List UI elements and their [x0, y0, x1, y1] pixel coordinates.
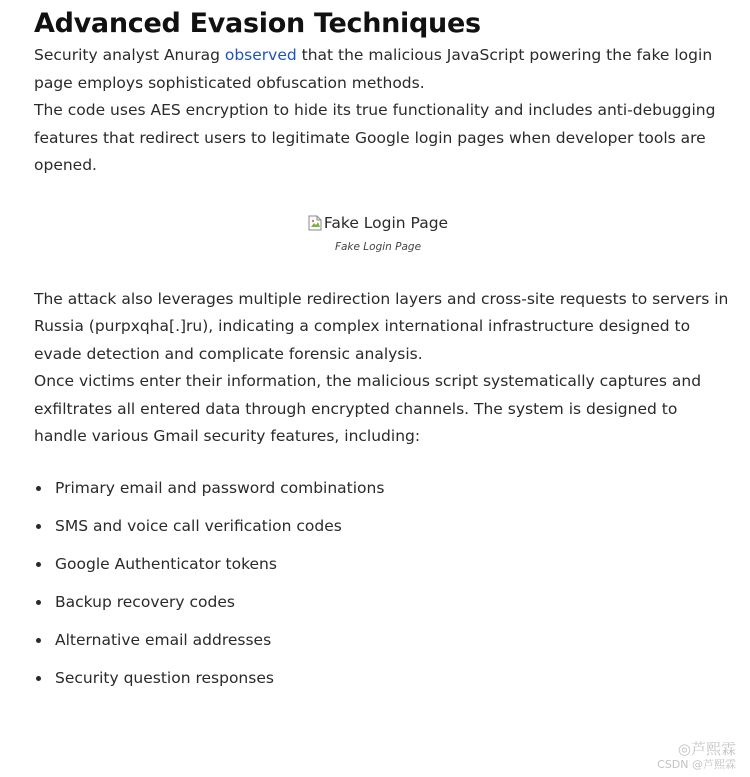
broken-image-icon — [308, 215, 322, 231]
list-item — [34, 475, 734, 513]
list-item-text: Primary email and password combinations — [55, 478, 385, 497]
paragraph-1-text-after: that the malicious JavaScript powering the fake login page employs sophisticated obfuscation methods. — [34, 46, 713, 92]
paragraph-1-text-before: Security analyst Anurag — [34, 46, 225, 64]
paragraph-2: The code uses AES encryption to hide its true functionality and includes anti-debugging features that redirect users to legitimate Google login pages when developer tools are opened. — [34, 101, 716, 174]
bullet-icon — [36, 524, 41, 529]
list-item-text: Security question responses — [55, 668, 274, 687]
list-item-text: Alternative email addresses — [55, 630, 272, 649]
article — [34, 0, 734, 703]
bullet-icon — [36, 638, 41, 643]
list-item — [34, 551, 734, 589]
figure — [34, 214, 734, 286]
bullet-icon — [36, 676, 41, 681]
figure-caption: Fake Login Page — [334, 240, 422, 253]
bullet-icon — [36, 562, 41, 567]
paragraph-3: The attack also leverages multiple redirection layers and cross-site requests to servers in Russia (purpxqha[.]ru), indicating a complex international infrastructure designed to evade detection and complicate forensic analysis. — [34, 289, 729, 363]
observed-link[interactable]: observed — [224, 46, 297, 64]
figure-alt-text: Fake Login Page — [323, 213, 449, 232]
list-item — [34, 589, 734, 627]
list-item — [34, 513, 734, 551]
csdn-watermark — [657, 740, 736, 771]
security-features-list — [34, 475, 734, 703]
list-item — [34, 627, 734, 665]
figure-image — [308, 214, 448, 232]
paragraph-1 — [34, 42, 734, 97]
list-item-text: Backup recovery codes — [55, 592, 235, 611]
list-item — [34, 665, 734, 703]
list-item-text: Google Authenticator tokens — [55, 554, 277, 573]
bullet-icon — [36, 486, 41, 491]
article-heading: Advanced Evasion Techniques — [34, 8, 481, 39]
watermark-line-1: ◎芦熙霖 — [677, 740, 736, 758]
watermark-line-2: CSDN @芦熙霖 — [657, 758, 736, 771]
bullet-icon — [36, 600, 41, 605]
list-item-text: SMS and voice call verification codes — [55, 516, 342, 535]
paragraph-4: Once victims enter their information, the malicious script systematically captures and exfiltrates all entered data through encrypted channels. The system is designed to handle various Gmail security features, including: — [34, 372, 702, 445]
